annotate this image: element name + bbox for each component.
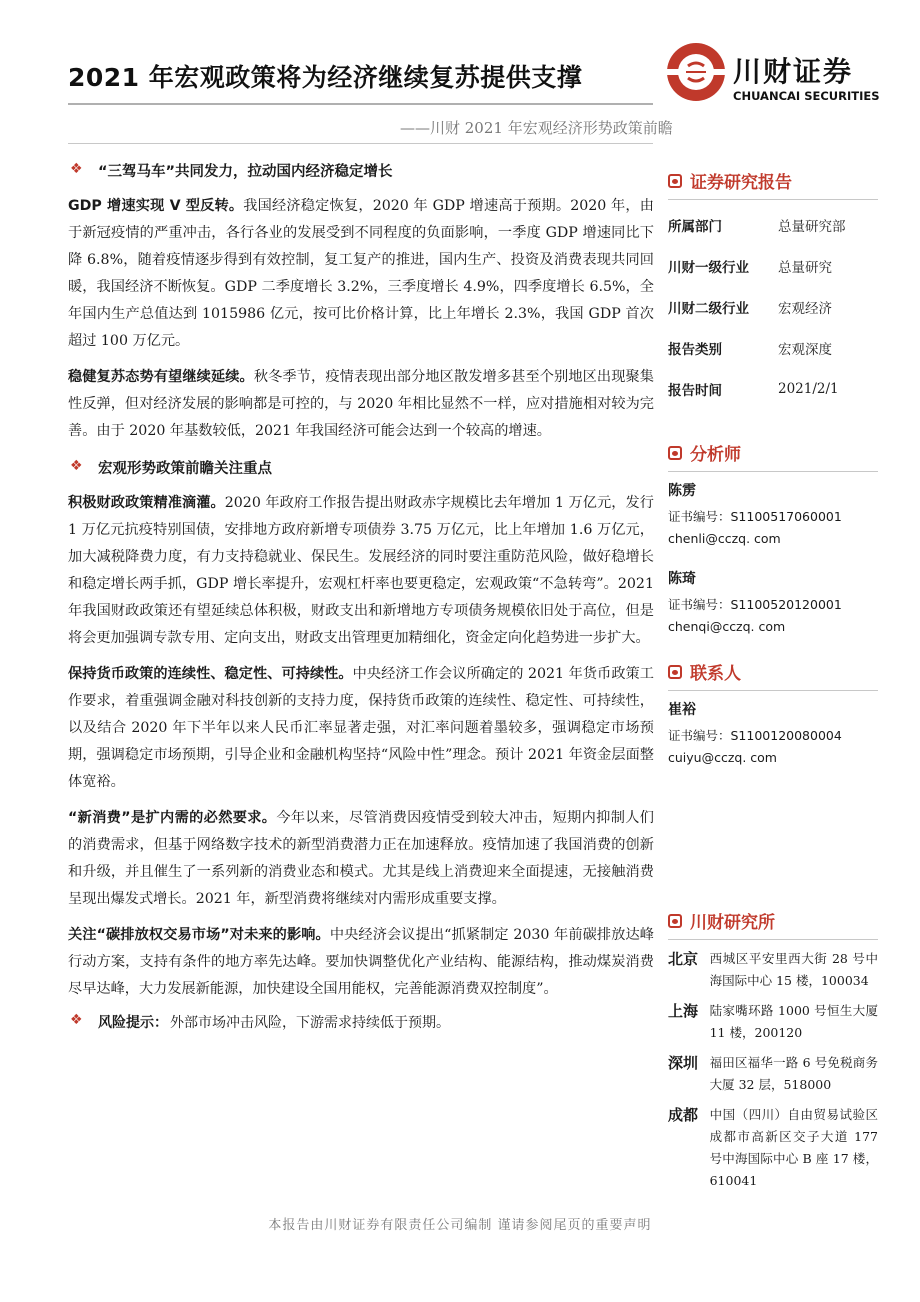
info-row: 所属部门 总量研究部 (668, 218, 846, 235)
chuancai-logo-icon (666, 42, 726, 102)
analyst-email[interactable]: chenqi@cczq. com (668, 619, 786, 634)
section-heading (68, 160, 654, 181)
sidebar-divider (668, 199, 878, 200)
paragraph (68, 193, 654, 355)
institute-panel (668, 908, 878, 1200)
report-info-heading: 证券研究报告 (668, 168, 878, 193)
contact-heading: 联系人 (668, 659, 878, 684)
sidebar-divider (668, 939, 878, 940)
section-heading (68, 457, 654, 478)
office-entry (668, 1000, 878, 1044)
report-info-panel (668, 168, 878, 409)
paragraph-text: 中央经济会议提出“抓紧制定 2030 年前碳排放达峰行动方案，支持有条件的地方率先达峰。要加快调整优化产业结构、能源结构，推动煤炭消费尽早达峰，大力发展新能源，加快建设全国用能权，完善能源消费双控制度”。 (68, 927, 654, 997)
page-footer: 本报告由川财证券有限责任公司编制 谨请参阅尾页的重要声明 (268, 1218, 652, 1233)
risk-text: 外部市场冲击风险，下游需求持续低于预期。 (170, 1015, 450, 1031)
paragraph (68, 805, 654, 913)
paragraph-lead: 稳健复苏态势有望继续延续。 (68, 369, 254, 385)
office-city: 上海 (668, 1002, 699, 1020)
report-subtitle: ——川财 2021 年宏观经济形势政策前瞻 (400, 119, 673, 137)
paragraph-lead: GDP 增速实现 V 型反转。 (68, 198, 244, 214)
paragraph-lead: 保持货币政策的连续性、稳定性、可持续性。 (68, 666, 353, 682)
analyst-cert: 证书编号：S1100517060001 (668, 509, 842, 524)
paragraph-text: 秋冬季节，疫情表现出部分地区散发增多甚至个别地区出现聚集性反弹，但对经济发展的影响都是可控的，与 2020 年相比显然不一样，应对措施相对较为完善。由于 2020 年基数较低，2021 年我国经济可能会达到一个较高的增速。 (68, 369, 654, 439)
sidebar-divider (668, 690, 878, 691)
contact-email[interactable]: cuiyu@cczq. com (668, 750, 777, 765)
paragraph-text: 我国经济稳定恢复，2020 年 GDP 增速高于预期。2020 年，由于新冠疫情的严重冲击，各行各业的发展受到不同程度的负面影响，一季度 GDP 增速同比下降 6.8%，随着疫情逐步得到有效控制，复工复产的推进，国内生产、投资及消费表现共同回暖，我国经济不断恢复。GDP 二季度增长 3.2%，三季度增长 4.9%，四季度增长 6.5%，全年国内生产总值达到 1015986 亿元，按可比价格计算，比上年增长 2.3%，我国 GDP 首次超过 100 万亿元。 (68, 198, 654, 349)
info-row: 报告类别 宏观深度 (668, 341, 832, 358)
office-address: 陆家嘴环路 1000 号恒生大厦 11 楼，200120 (709, 1003, 878, 1040)
office-entry (668, 948, 878, 992)
office-city: 成都 (668, 1106, 699, 1124)
paragraph-text: 今年以来，尽管消费因疫情受到较大冲击，短期内抑制人们的消费需求，但基于网络数字技术的新型消费潜力正在加速释放。疫情加速了我国消费的创新和升级，并且催生了一系列新的消费业态和模式。尤其是线上消费迎来全面提速，无接触消费呈现出爆发式增长。2021 年，新型消费将继续对内需形成重要支撑。 (68, 810, 654, 907)
office-entry (668, 1104, 878, 1192)
analyst-panel (668, 440, 878, 638)
info-row: 川财一级行业 总量研究 (668, 259, 832, 276)
paragraph-lead: 积极财政政策精准滴灌。 (68, 495, 225, 511)
analyst-icon (668, 446, 682, 460)
office-address: 福田区福华一路 6 号免税商务大厦 32 层，518000 (709, 1055, 878, 1092)
institute-heading: 川财研究所 (668, 908, 878, 933)
section-title: “三驾马车”共同发力，拉动国内经济稳定增长 (98, 164, 393, 180)
office-entry (668, 1052, 878, 1096)
logo-name-cn: 川财证券 (733, 55, 854, 88)
paragraph (68, 661, 654, 796)
paragraph-text: 2020 年政府工作报告提出财政赤字规模比去年增加 1 万亿元，发行 1 万亿元抗疫特别国债，安排地方政府新增专项债券 3.75 万亿元，比上年增加 1.6 万亿元，加大减税降费力度，有力支持稳就业、保民生。发展经济的同时要注重防范风险，做好稳增长和稳定增长两手抓，GDP 增长率提升，宏观杠杆率也要更稳定，宏观政策“不急转弯”。2021 年我国财政政策还有望延续总体积极，财政支出和新增地方专项债务规模依旧处于高位，但是将会更加强调专款专用、定向支出，财政支出管理更加精细化，资金定向化趋势进一步扩大。 (68, 495, 654, 646)
risk-notice (68, 1012, 654, 1032)
analyst-heading: 分析师 (668, 440, 878, 465)
paragraph (68, 922, 654, 1003)
main-content (68, 160, 654, 1032)
analyst-name: 陈琦 (668, 571, 696, 587)
contact-cert: 证书编号：S1100120080004 (668, 728, 842, 743)
info-row: 报告时间 2021/2/1 (668, 380, 839, 399)
institute-icon (668, 914, 682, 928)
subtitle-divider (68, 143, 653, 144)
office-address: 中国（四川）自由贸易试验区成都市高新区交子大道 177 号中海国际中心 B 座 17 楼，610041 (709, 1107, 878, 1188)
analyst-cert: 证书编号：S1100520120001 (668, 597, 842, 612)
analyst-email[interactable]: chenli@cczq. com (668, 531, 781, 546)
diamond-bullet-icon (70, 164, 84, 178)
analyst-name: 陈雳 (668, 483, 696, 499)
diamond-bullet-icon (70, 461, 84, 475)
paragraph-text: 中央经济工作会议所确定的 2021 年货币政策工作要求，着重强调金融对科技创新的支持力度，保持货币政策的连续性、稳定性、可持续性，以及结合 2020 年下半年以来人民币汇率显著走强，对汇率问题着墨较多，强调稳定市场预期，强调稳定市场预期，引导企业和金融机构坚持“风险中性”理念。预计 2021 年资金层面整体宽裕。 (68, 666, 654, 790)
contact-icon (668, 665, 682, 679)
office-address: 西城区平安里西大街 28 号中海国际中心 15 楼，100034 (709, 951, 878, 988)
contact-name: 崔裕 (668, 702, 696, 718)
risk-label: 风险提示： (98, 1015, 168, 1031)
report-title: 2021 年宏观政策将为经济继续复苏提供支撑 (68, 63, 583, 92)
header-divider (68, 103, 653, 105)
office-city: 深圳 (668, 1054, 699, 1072)
office-city: 北京 (668, 950, 699, 968)
paragraph (68, 364, 654, 445)
paragraph-lead: 关注“碳排放权交易市场”对未来的影响。 (68, 927, 330, 943)
sidebar-divider (668, 471, 878, 472)
section-title: 宏观形势政策前瞻关注重点 (98, 461, 272, 477)
paragraph (68, 490, 654, 652)
paragraph-lead: “新消费”是扩内需的必然要求。 (68, 810, 277, 826)
logo-name-en: CHUANCAI SECURITIES (733, 89, 880, 103)
report-icon (668, 174, 682, 188)
info-row: 川财二级行业 宏观经济 (668, 300, 832, 317)
diamond-bullet-icon (70, 1015, 84, 1029)
contact-panel (668, 659, 878, 769)
